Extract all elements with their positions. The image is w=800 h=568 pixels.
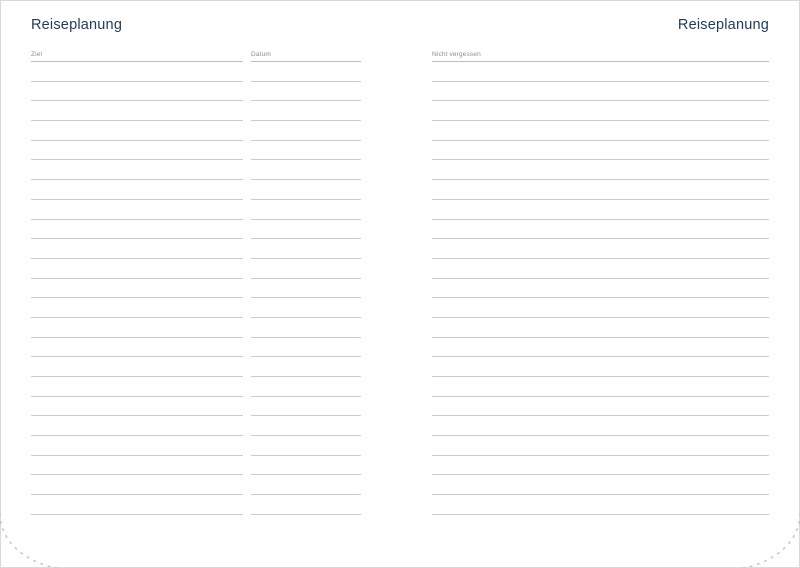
- write-row[interactable]: [31, 377, 243, 396]
- write-row[interactable]: [31, 416, 243, 435]
- write-row[interactable]: [31, 436, 243, 455]
- write-row[interactable]: [251, 377, 361, 396]
- page-title-left: Reiseplanung: [31, 17, 123, 33]
- write-row[interactable]: [31, 220, 243, 239]
- write-row[interactable]: [31, 298, 243, 317]
- write-row[interactable]: [432, 475, 769, 494]
- write-row[interactable]: [251, 62, 361, 81]
- write-row[interactable]: [251, 318, 361, 337]
- write-row[interactable]: [31, 456, 243, 475]
- write-row[interactable]: [251, 279, 361, 298]
- page-title-right: Reiseplanung: [677, 17, 769, 33]
- write-row[interactable]: [251, 416, 361, 435]
- write-row[interactable]: [432, 160, 769, 179]
- write-row[interactable]: [251, 239, 361, 258]
- ruled-lines-ziel[interactable]: [31, 61, 243, 515]
- write-row[interactable]: [251, 436, 361, 455]
- write-row[interactable]: [432, 82, 769, 101]
- write-row[interactable]: [432, 259, 769, 278]
- write-row[interactable]: [251, 338, 361, 357]
- write-row[interactable]: [31, 279, 243, 298]
- write-row[interactable]: [432, 318, 769, 337]
- rule-line: [31, 514, 243, 515]
- write-row[interactable]: [31, 259, 243, 278]
- write-row[interactable]: [251, 180, 361, 199]
- write-row[interactable]: [432, 279, 769, 298]
- write-row[interactable]: [31, 200, 243, 219]
- column-label-datum: Datum: [251, 51, 271, 58]
- corner-arc-left-icon: [0, 512, 78, 568]
- write-row[interactable]: [432, 220, 769, 239]
- write-row[interactable]: [432, 101, 769, 120]
- write-row[interactable]: [432, 200, 769, 219]
- write-row[interactable]: [31, 160, 243, 179]
- write-row[interactable]: [432, 121, 769, 140]
- write-row[interactable]: [31, 318, 243, 337]
- write-row[interactable]: [251, 298, 361, 317]
- rule-line: [432, 514, 769, 515]
- write-row[interactable]: [251, 121, 361, 140]
- write-row[interactable]: [31, 121, 243, 140]
- write-row[interactable]: [31, 141, 243, 160]
- write-row[interactable]: [251, 220, 361, 239]
- write-row[interactable]: [251, 475, 361, 494]
- write-row[interactable]: [251, 357, 361, 376]
- write-row[interactable]: [31, 475, 243, 494]
- write-row[interactable]: [432, 397, 769, 416]
- ruled-lines-nicht-vergessen[interactable]: [432, 61, 769, 515]
- write-row[interactable]: [31, 239, 243, 258]
- write-row[interactable]: [31, 357, 243, 376]
- write-row[interactable]: [432, 239, 769, 258]
- write-row[interactable]: [432, 298, 769, 317]
- write-row[interactable]: [251, 456, 361, 475]
- write-row[interactable]: [251, 82, 361, 101]
- write-row[interactable]: [432, 62, 769, 81]
- write-row[interactable]: [432, 377, 769, 396]
- write-row[interactable]: [432, 141, 769, 160]
- write-row[interactable]: [31, 397, 243, 416]
- write-row[interactable]: [251, 141, 361, 160]
- write-row[interactable]: [432, 338, 769, 357]
- write-row[interactable]: [251, 101, 361, 120]
- write-row[interactable]: [31, 82, 243, 101]
- write-row[interactable]: [432, 456, 769, 475]
- write-row[interactable]: [251, 160, 361, 179]
- write-row[interactable]: [251, 259, 361, 278]
- write-row[interactable]: [31, 101, 243, 120]
- write-row[interactable]: [31, 495, 243, 514]
- write-row[interactable]: [31, 338, 243, 357]
- write-row[interactable]: [432, 436, 769, 455]
- column-label-nicht-vergessen: Nicht vergessen: [432, 51, 481, 58]
- rule-line: [251, 514, 361, 515]
- write-row[interactable]: [432, 416, 769, 435]
- write-row[interactable]: [432, 357, 769, 376]
- write-row[interactable]: [251, 200, 361, 219]
- ruled-lines-datum[interactable]: [251, 61, 361, 515]
- write-row[interactable]: [432, 495, 769, 514]
- write-row[interactable]: [31, 180, 243, 199]
- write-row[interactable]: [251, 495, 361, 514]
- write-row[interactable]: [251, 397, 361, 416]
- column-label-ziel: Ziel: [31, 51, 43, 58]
- corner-arc-right-icon: [722, 512, 800, 568]
- write-row[interactable]: [432, 180, 769, 199]
- write-row[interactable]: [31, 62, 243, 81]
